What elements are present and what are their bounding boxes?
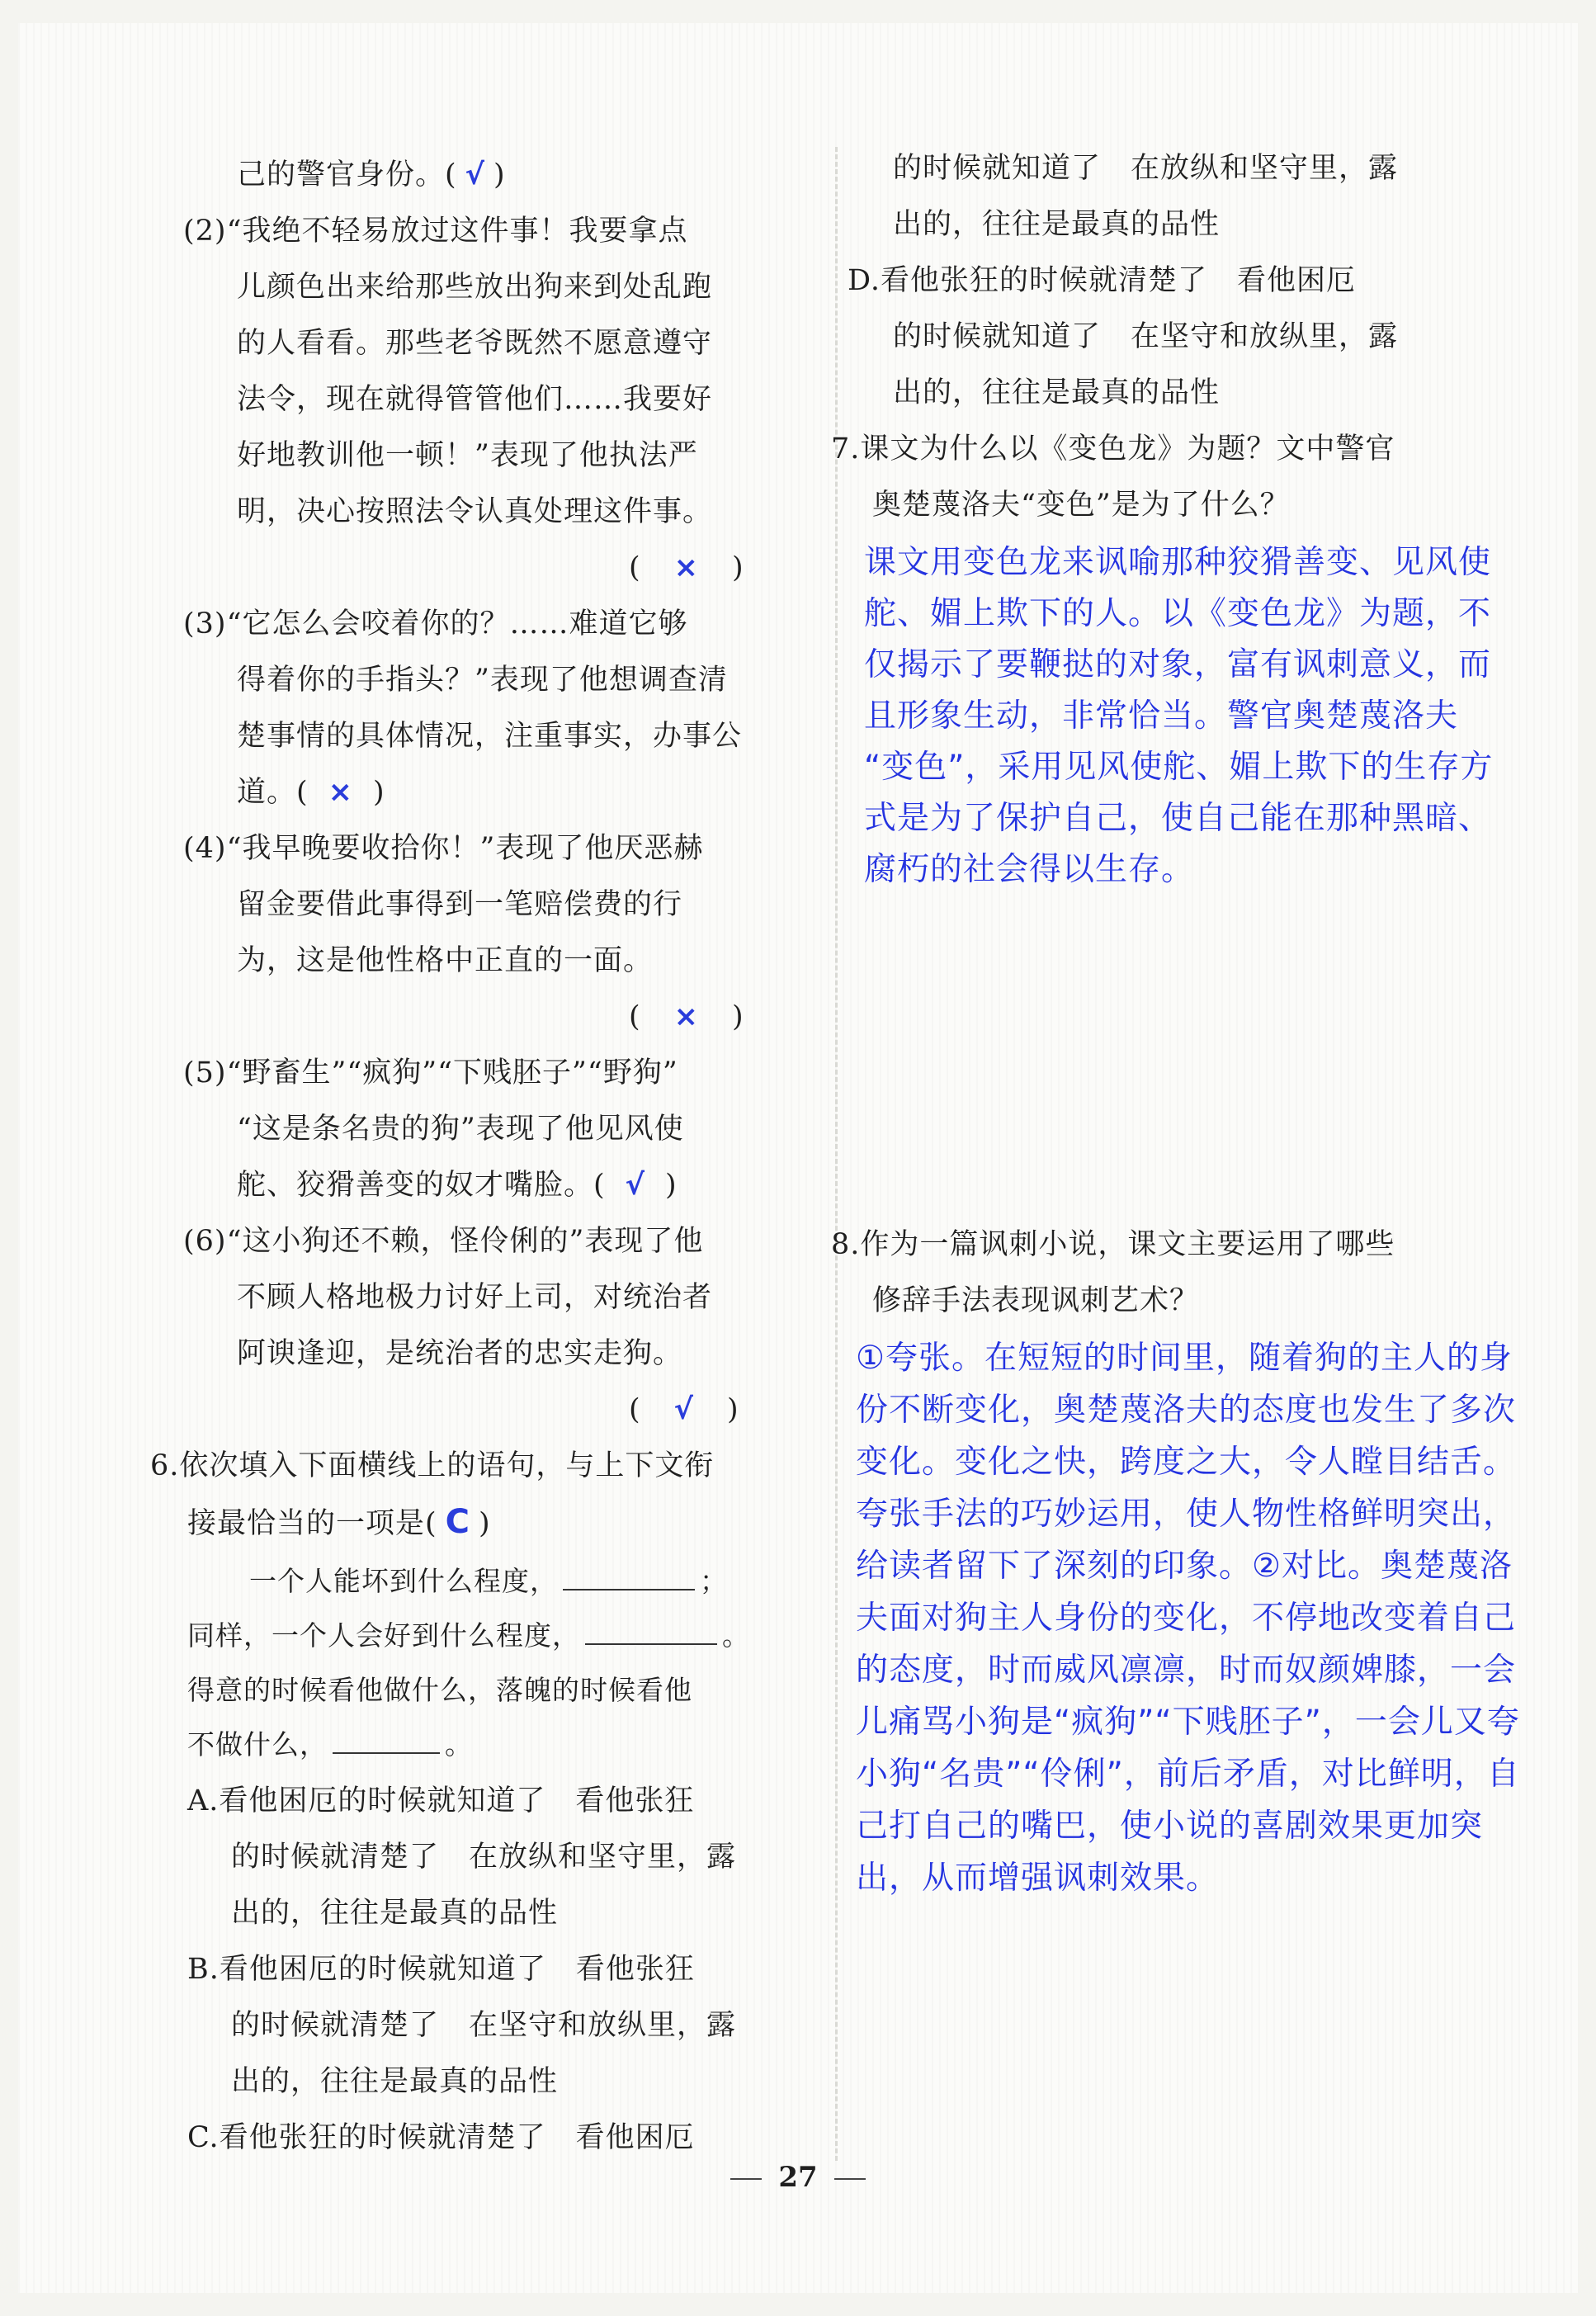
q6-passage: 同样，一个人会好到什么程度， 。 — [187, 1619, 750, 1652]
q8-answer-line: 小狗“名贵”“伶俐”，前后矛盾，对比鲜明，自 — [856, 1756, 1520, 1793]
item4-line: 留金要借此事得到一笔赔偿费的行 — [237, 888, 683, 921]
q6-option-c: 的时候就知道了 在放纵和坚守里，露 — [893, 152, 1399, 185]
dash-decoration — [834, 2178, 866, 2180]
item2-line: 法令，现在就得管管他们……我要好 — [237, 383, 713, 416]
item2-line: 儿颜色出来给那些放出狗来到处乱跑 — [237, 271, 713, 304]
item3-line: 得着你的手指头？”表现了他想调查清 — [237, 664, 728, 697]
q8-answer-line: 出，从而增强讽刺效果。 — [856, 1860, 1220, 1897]
fill-blank — [585, 1619, 717, 1645]
q8-answer-line: 变化。变化之快，跨度之大，令人瞠目结舌。 — [856, 1444, 1517, 1481]
check-mark: √ — [673, 1393, 695, 1426]
cross-mark: × — [328, 776, 353, 809]
q6-passage: 不做什么， 。 — [187, 1728, 473, 1761]
page-number: 27 — [18, 2161, 1578, 2194]
q7-answer-line: 腐朽的社会得以生存。 — [864, 851, 1195, 888]
q6-passage: 得意的时候看他做什么，落魄的时候看他 — [187, 1674, 692, 1706]
q6-option-c: 出的，往往是最真的品性 — [893, 208, 1221, 241]
item3-line: 楚事情的具体情况，注重事实，办事公 — [237, 720, 743, 753]
q6-option-d: 出的，往往是最真的品性 — [893, 376, 1221, 409]
item4-line: 为，这是他性格中正直的一面。 — [237, 944, 654, 977]
q7-answer-line: 式是为了保护自己，使自己能在那种黑暗、 — [864, 800, 1492, 837]
q6-option-b: B.看他困厄的时候就知道了 看他张狂 — [187, 1953, 695, 1986]
item2-line: (2)“我绝不轻易放过这件事！我要拿点 — [183, 215, 688, 248]
item6-line: (6)“这小狗还不赖，怪伶俐的”表现了他 — [183, 1225, 704, 1258]
item2-line: 的人看看。那些老爷既然不愿意遵守 — [237, 327, 713, 360]
q7-answer-line: 舵、媚上欺下的人。以《变色龙》为题，不 — [864, 595, 1492, 632]
q8-answer-line: 的态度，时而威风凛凛，时而奴颜婢膝，一会 — [856, 1652, 1517, 1689]
item2-line: 好地教训他一顿！”表现了他执法严 — [237, 439, 698, 472]
q6-option-a: A.看他困厄的时候就知道了 看他张狂 — [187, 1784, 695, 1817]
item5-line: (5)“野畜生”“疯狗”“下贱胚子”“野狗” — [183, 1056, 678, 1089]
q8-answer-line: 己打自己的嘴巴，使小说的喜剧效果更加突 — [856, 1808, 1484, 1845]
item5-answer: 舵、狡猾善变的奴才嘴脸。( √ ) — [237, 1165, 678, 1205]
q8-answer-line: 给读者留下了深刻的印象。②对比。奥楚蔑洛 — [856, 1548, 1513, 1585]
worksheet-page — [18, 23, 1578, 2293]
q6-stem-2: 接最恰当的一项是( C ) — [187, 1503, 491, 1541]
q8-stem: 8.作为一篇讽刺小说，课文主要运用了哪些 — [831, 1228, 1395, 1261]
q8-stem: 修辞手法表现讽刺艺术？ — [872, 1284, 1200, 1317]
q6-answer: C — [445, 1503, 471, 1541]
q8-answer-line: 夸张手法的巧妙运用，使人物性格鲜明突出， — [856, 1496, 1517, 1533]
item4-line: (4)“我早晚要收拾你！”表现了他厌恶赫 — [183, 832, 704, 865]
item2-answer: ( × ) — [629, 548, 744, 588]
q7-answer-line: “变色”，采用见风使舵、媚上欺下的生存方 — [864, 749, 1494, 786]
item6-line: 不顾人格地极力讨好上司，对统治者 — [237, 1281, 713, 1314]
item3-answer: 道。( × ) — [237, 773, 385, 812]
q7-answer-line: 仅揭示了要鞭挞的对象，富有讽刺意义，而 — [864, 646, 1492, 683]
item6-line: 阿谀逢迎，是统治者的忠实走狗。 — [237, 1337, 683, 1370]
q6-option-c: C.看他张狂的时候就清楚了 看他困厄 — [187, 2121, 695, 2154]
q7-answer-line: 课文用变色龙来讽喻那种狡猾善变、见风使 — [864, 544, 1492, 581]
dash-decoration — [730, 2178, 762, 2180]
q7-stem: 7.课文为什么以《变色龙》为题？文中警官 — [831, 432, 1395, 466]
q6-stem: 6.依次填入下面横线上的语句，与上下文衔 — [150, 1449, 715, 1482]
q8-answer-line: 夫面对狗主人身份的变化，不停地改变着自己 — [856, 1600, 1517, 1637]
item3-line: (3)“它怎么会咬着你的？……难道它够 — [183, 607, 688, 640]
cross-mark: × — [673, 1000, 699, 1033]
q6-option-b: 的时候就清楚了 在坚守和放纵里，露 — [231, 2009, 737, 2042]
check-mark: √ — [465, 158, 486, 191]
q6-option-a: 的时候就清楚了 在放纵和坚守里，露 — [231, 1841, 737, 1874]
q8-answer-line: ①夸张。在短短的时间里，随着狗的主人的身 — [856, 1340, 1513, 1377]
q8-answer-line: 儿痛骂小狗是“疯狗”“下贱胚子”，一会儿又夸 — [856, 1704, 1520, 1741]
fill-blank — [563, 1564, 695, 1590]
cross-mark: × — [673, 551, 699, 584]
item5-line: “这是条名贵的狗”表现了他见风使 — [237, 1113, 684, 1146]
q6-option-d: 的时候就知道了 在坚守和放纵里，露 — [893, 320, 1399, 353]
q6-option-a: 出的，往往是最真的品性 — [231, 1897, 559, 1930]
q6-option-d: D.看他张狂的时候就清楚了 看他困厄 — [848, 264, 1356, 297]
item6-answer: ( √ ) — [629, 1390, 739, 1430]
q6-passage: 一个人能坏到什么程度， ； — [249, 1565, 728, 1597]
q7-answer-line: 且形象生动，非常恰当。警官奥楚蔑洛夫 — [864, 697, 1459, 735]
fill-blank — [333, 1728, 440, 1754]
q6-option-b: 出的，往往是最真的品性 — [231, 2065, 559, 2098]
q8-answer-line: 份不断变化，奥楚蔑洛夫的态度也发生了多次 — [856, 1392, 1517, 1429]
check-mark: √ — [625, 1169, 646, 1202]
item4-answer: ( × ) — [629, 997, 744, 1037]
item2-line: 明，决心按照法令认真处理这件事。 — [237, 495, 713, 528]
item1-tail: 己的警官身份。( √ ) — [237, 155, 506, 195]
q7-stem: 奥楚蔑洛夫“变色”是为了什么？ — [872, 489, 1290, 522]
